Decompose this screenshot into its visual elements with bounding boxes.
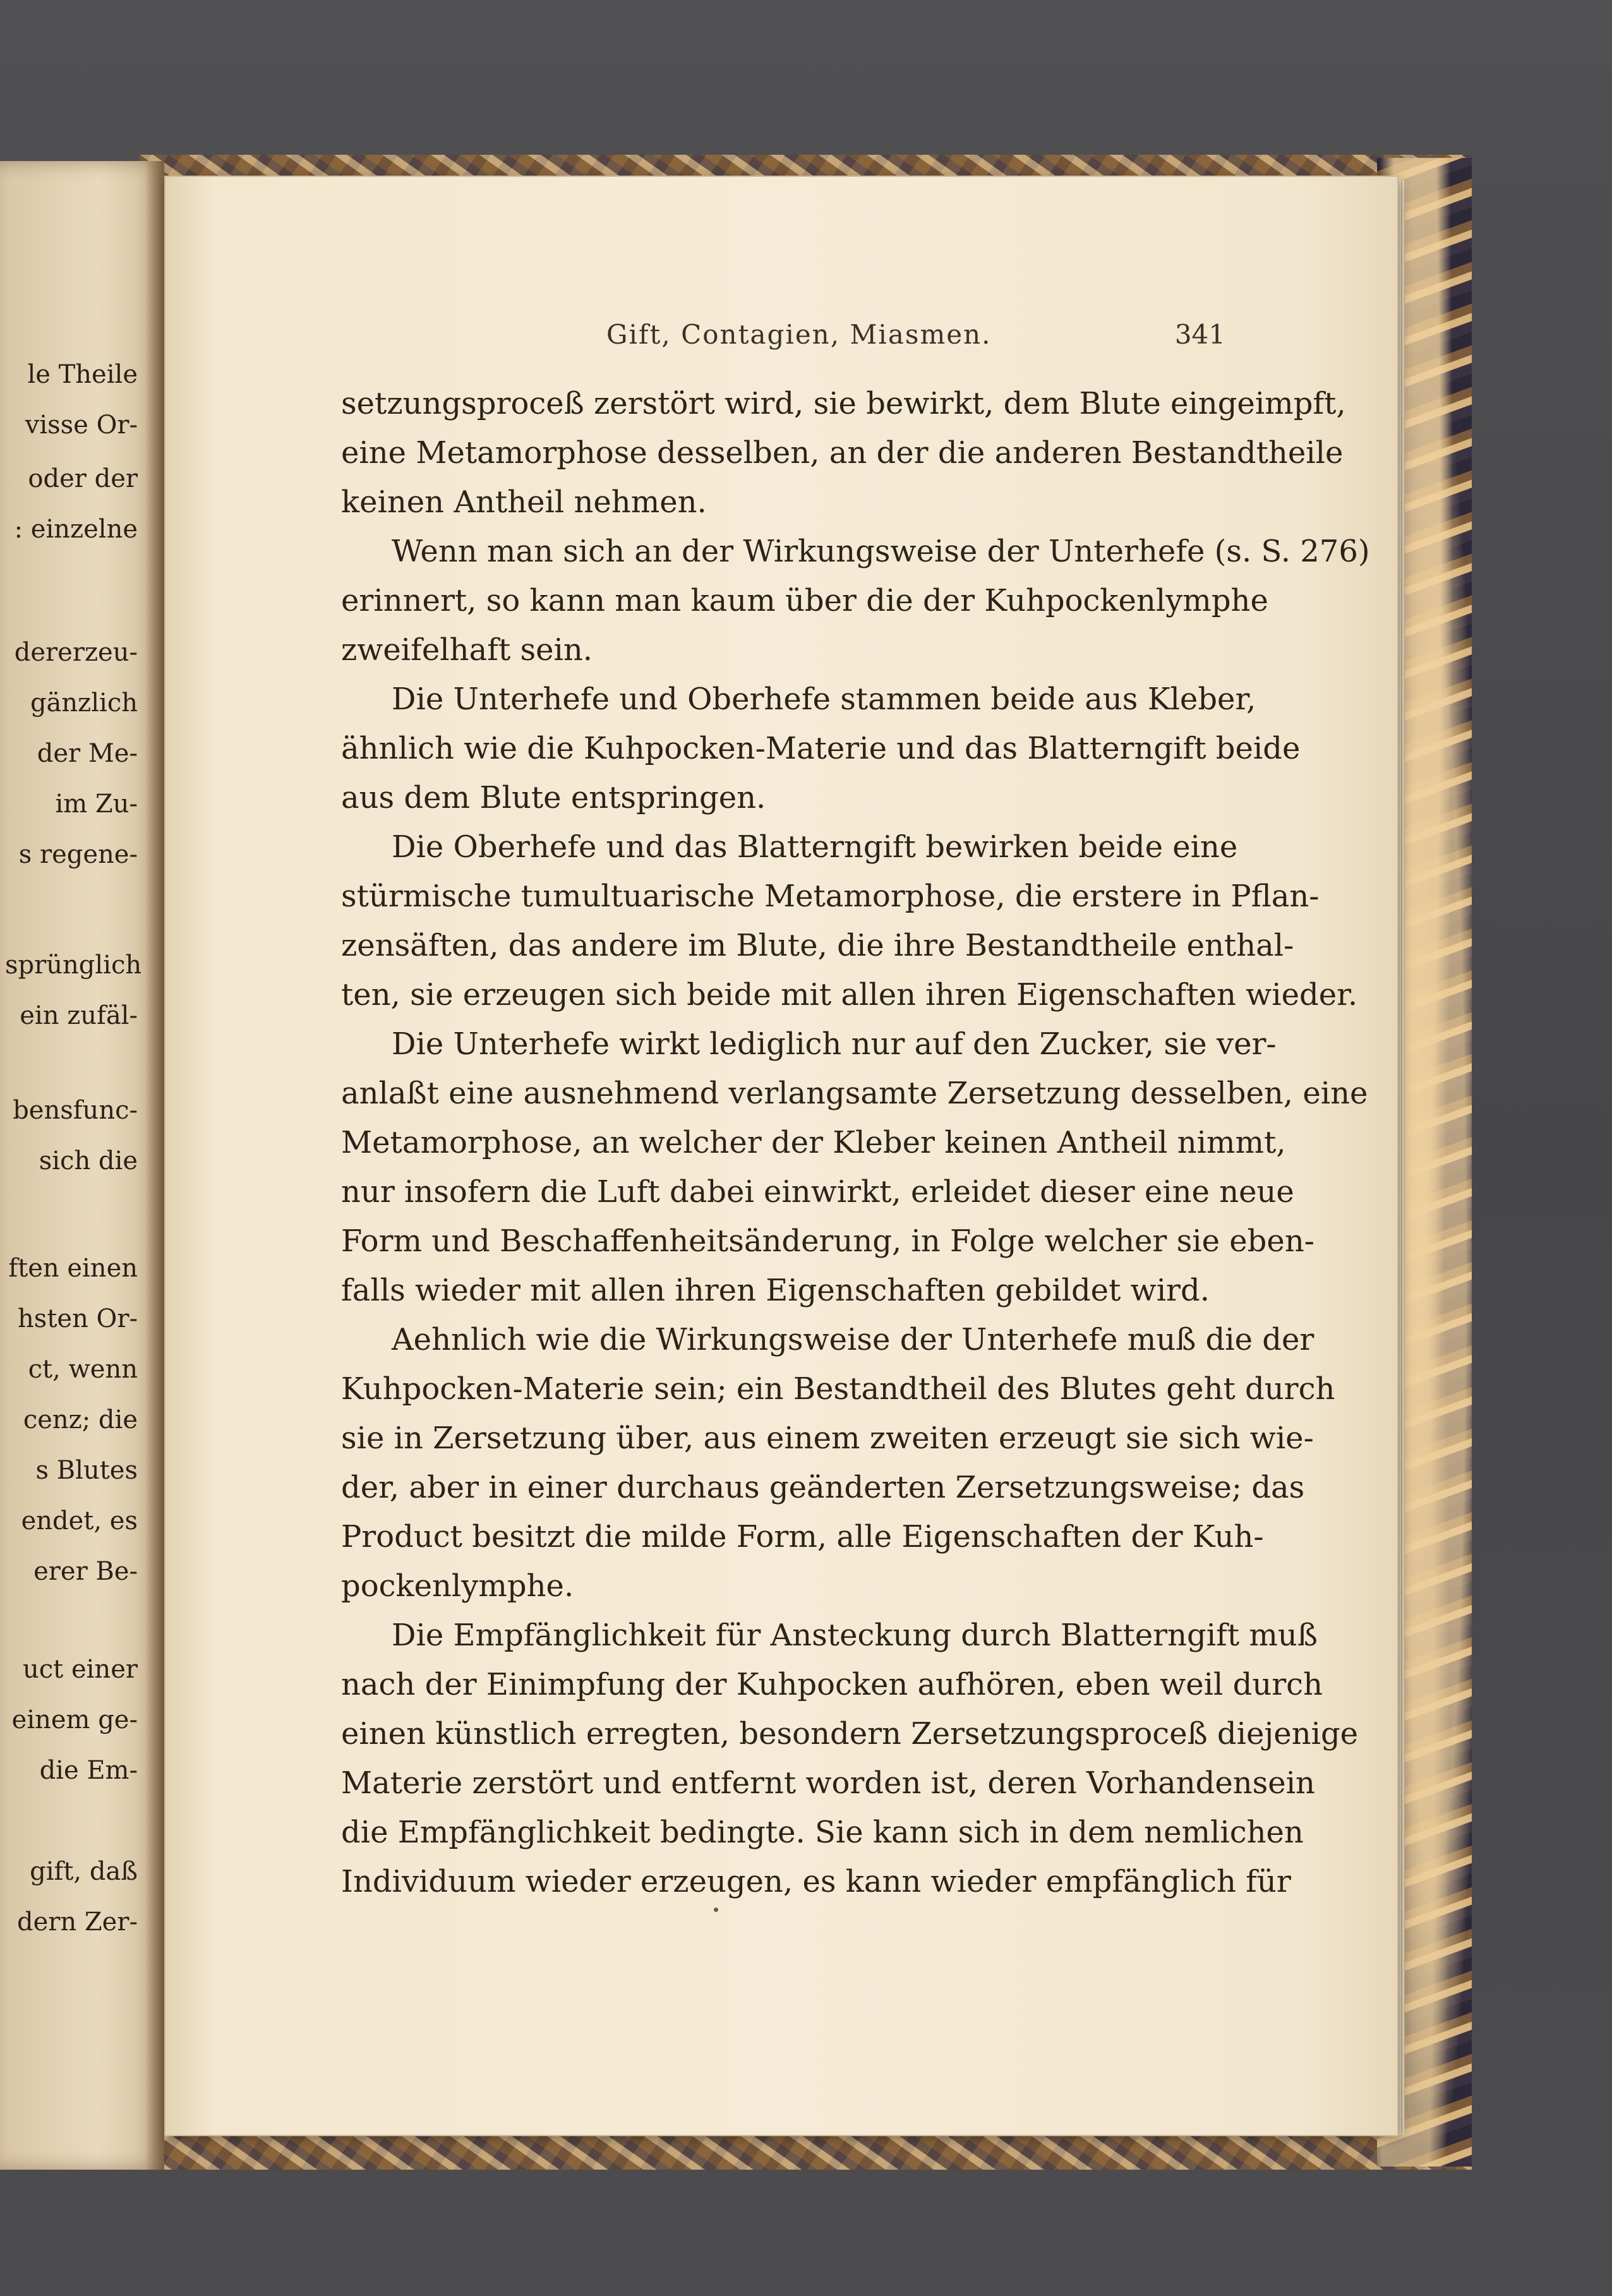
left-page-line: gift, daß — [30, 1857, 138, 1886]
text-line: Die Empfänglichkeit für Ansteckung durch Blatterngift muß — [392, 1618, 1318, 1653]
left-page-line: ein zufäl- — [20, 1001, 138, 1030]
text-line: Form und Beschaffenheitsänderung, in Folge welcher sie eben- — [341, 1223, 1314, 1259]
text-line: Aehnlich wie die Wirkungsweise der Unterhefe muß die der — [392, 1322, 1314, 1357]
text-line: der, aber in einer durchaus geänderten Zersetzungsweise; das — [341, 1470, 1305, 1505]
text-line: stürmische tumultuarische Metamorphose, die erstere in Pflan- — [341, 879, 1320, 914]
text-line: nach der Einimpfung der Kuhpocken aufhören, eben weil durch — [341, 1667, 1323, 1702]
left-page-line: s regene- — [18, 840, 138, 869]
text-line: die Empfänglichkeit bedingte. Sie kann sich in dem nemlichen — [341, 1815, 1304, 1850]
left-page-line: dererzeu- — [14, 638, 138, 667]
left-page-line: erer Be- — [33, 1557, 138, 1586]
left-page-line: uct einer — [23, 1655, 138, 1684]
text-line: einen künstlich erregten, besondern Zersetzungsproceß diejenige — [341, 1716, 1359, 1752]
left-page-line: sprünglich — [5, 951, 142, 980]
text-line: Materie zerstört und entfernt worden ist, deren Vorhandensein — [341, 1765, 1315, 1801]
text-line: Wenn man sich an der Wirkungsweise der Unterhefe (s. S. 276) — [392, 534, 1370, 569]
paper-speck — [714, 1908, 718, 1912]
text-line: zweifelhaft sein. — [341, 632, 593, 668]
text-line: Kuhpocken-Materie sein; ein Bestandtheil des Blutes geht durch — [341, 1371, 1335, 1407]
text-line: Die Unterhefe und Oberhefe stammen beide aus Kleber, — [392, 682, 1256, 717]
text-line: Individuum wieder erzeugen, es kann wieder empfänglich für — [341, 1864, 1291, 1899]
text-line: anlaßt eine ausnehmend verlangsamte Zersetzung desselben, eine — [341, 1076, 1368, 1111]
text-line: falls wieder mit allen ihren Eigenschaften gebildet wird. — [341, 1273, 1210, 1308]
left-page-line: endet, es — [21, 1506, 138, 1536]
text-line: zensäften, das andere im Blute, die ihre Bestandtheile enthal- — [341, 928, 1294, 963]
body-text — [341, 379, 1370, 1906]
left-page-line: s Blutes — [35, 1456, 138, 1485]
left-page-line: die Em- — [39, 1756, 138, 1785]
left-page-line: cenz; die — [23, 1405, 138, 1434]
text-line: Product besitzt die milde Form, alle Eigenschaften der Kuh- — [341, 1519, 1264, 1554]
left-page-line: ften einen — [8, 1254, 138, 1283]
left-page-line: visse Or- — [25, 411, 138, 440]
running-head-title: Gift, Contagien, Miasmen. — [606, 319, 992, 350]
text-line: ähnlich wie die Kuhpocken-Materie und das Blatterngift beide — [341, 731, 1301, 766]
left-facing-page — [0, 161, 164, 2170]
text-line: ten, sie erzeugen sich beide mit allen ihren Eigenschaften wieder. — [341, 977, 1358, 1013]
text-line: sie in Zersetzung über, aus einem zweiten erzeugt sie sich wie- — [341, 1421, 1314, 1456]
left-page-line: gänzlich — [30, 688, 138, 718]
left-page-line: bensfunc- — [13, 1096, 138, 1125]
text-line: Metamorphose, an welcher der Kleber keinen Antheil nimmt, — [341, 1125, 1286, 1160]
left-page-line: dern Zer- — [17, 1908, 138, 1937]
text-line: pockenlymphe. — [341, 1568, 574, 1604]
left-page-line: le Theile — [27, 360, 138, 389]
text-line: aus dem Blute entspringen. — [341, 780, 766, 815]
left-page-line: : einzelne — [14, 515, 138, 544]
text-line: Die Oberhefe und das Blatterngift bewirken beide eine — [392, 829, 1238, 865]
left-page-line: ct, wenn — [28, 1355, 138, 1384]
left-page-line: oder der — [28, 464, 138, 493]
text-line: erinnert, so kann man kaum über die der Kuhpockenlymphe — [341, 583, 1268, 618]
page-number: 341 — [1174, 319, 1225, 350]
left-page-line: der Me- — [37, 739, 138, 768]
left-page-line: sich die — [39, 1146, 138, 1175]
text-line: eine Metamorphose desselben, an der die anderen Bestandtheile — [341, 435, 1344, 471]
left-page-line: hsten Or- — [18, 1304, 138, 1333]
running-head — [341, 319, 1225, 363]
text-line: nur insofern die Luft dabei einwirkt, erleidet dieser eine neue — [341, 1174, 1294, 1210]
left-page-line: einem ge- — [11, 1705, 138, 1734]
text-line: Die Unterhefe wirkt lediglich nur auf den Zucker, sie ver- — [392, 1026, 1277, 1062]
left-page-line: im Zu- — [55, 790, 138, 819]
text-line: keinen Antheil nehmen. — [341, 484, 707, 520]
text-line: setzungsproceß zerstört wird, sie bewirkt, dem Blute eingeimpft, — [341, 386, 1346, 421]
